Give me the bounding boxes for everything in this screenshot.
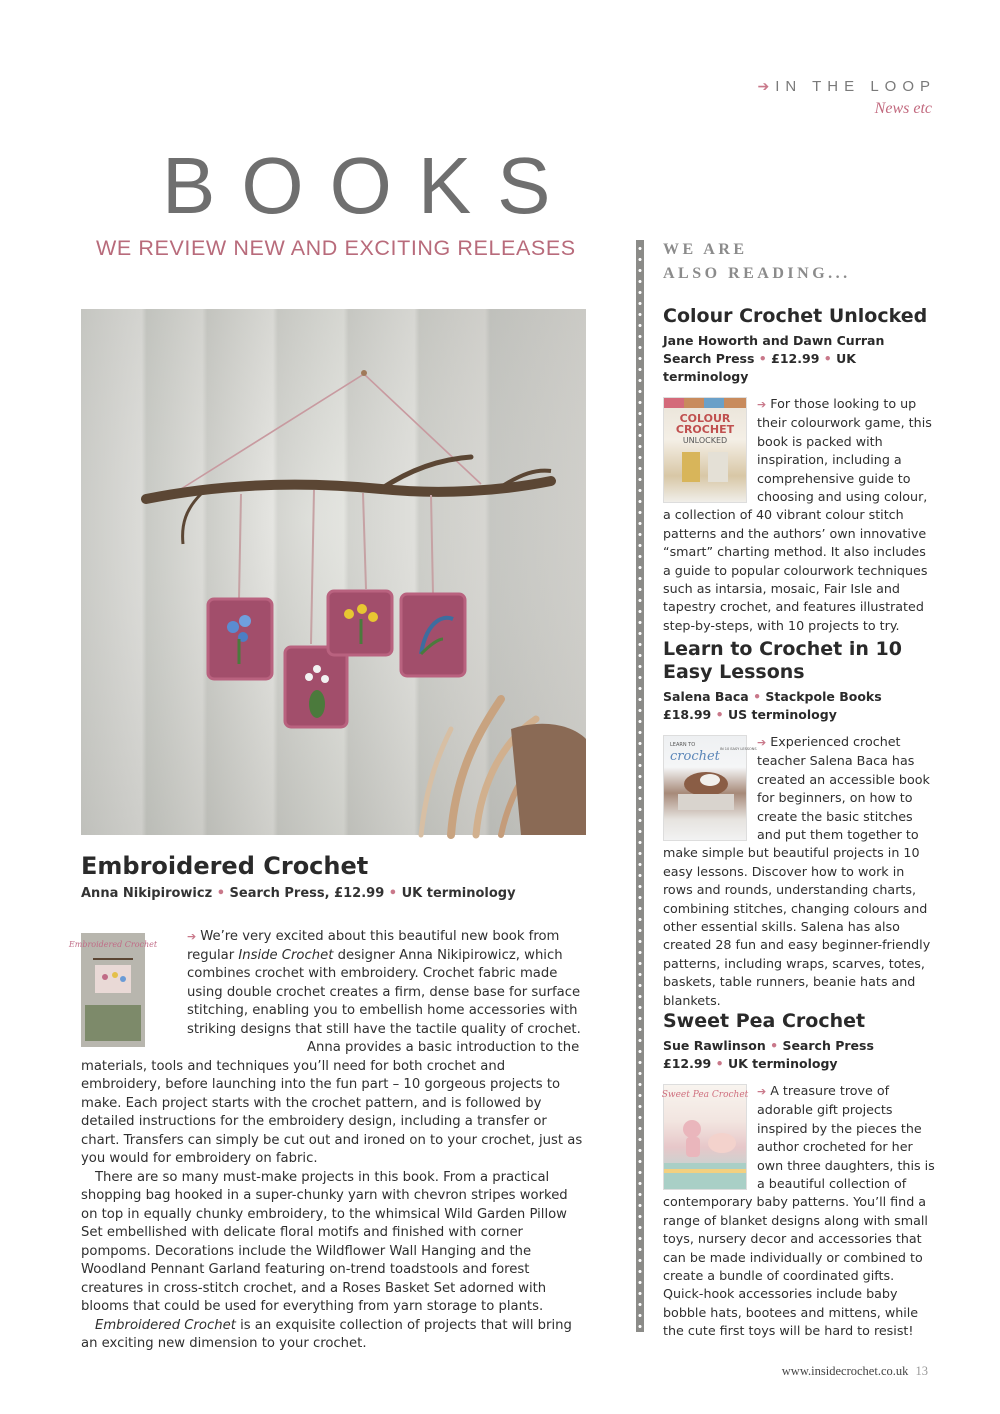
arrow-icon: ➔ xyxy=(757,398,767,411)
paragraph: Embroidered Crochet is an exquisite collection of projects that will bring an exciting new dimension to your crochet. xyxy=(81,1317,572,1351)
article-meta: Anna Nikipirowicz • Search Press, £12.99 • UK terminology xyxy=(81,886,516,901)
book-cover-sweet-pea-crochet xyxy=(663,1084,747,1190)
article-body xyxy=(81,928,586,1354)
book-cover-colour-crochet-unlocked xyxy=(663,397,747,503)
book-meta: Sue Rawlinson • Search Press £12.99 • UK terminology xyxy=(663,1038,874,1071)
svg-text:Sweet Pea Crochet: Sweet Pea Crochet xyxy=(661,1090,749,1100)
book-cover-learn-to-crochet xyxy=(663,735,757,841)
book-title: Colour Crochet Unlocked xyxy=(663,305,928,327)
book-review: LEARN TO crochet IN 10 EASY LESSONS ➔ Experienced crochet teacher Salena Baca has created an accessible book for beginners, on how to create the basic stitches and put them together to make simple but beautiful projects in 10 easy lessons. Discover how to work in rows and rounds, understanding charts, combining stitches, changing colours and other essential skills. Salena has also created 28 fun and easy beginner-friendly patterns, including wraps, scarves, totes, baskets, table runners, beanie hats and blankets. xyxy=(663,734,931,1008)
book-sweet-pea-crochet xyxy=(663,1010,935,1341)
arrow-icon: ➔ xyxy=(187,930,197,943)
paragraph: Anna provides a basic introduction to the materials, tools and techniques you’ll need for both crochet and embroidery, before launching into the fun part – 10 gorgeous projects to make. Each project starts with the crochet pattern, and is followed by detailed instructions for the embroidery design, including a transfer or chart. Transfers can simply be cut out and ironed on to your crochet, just as you would for embroidery on fabric. xyxy=(81,1040,583,1166)
also-reading-heading: WE ARE ALSO READING... xyxy=(663,241,851,282)
book-title: Sweet Pea Crochet xyxy=(663,1010,866,1032)
book-learn-to-crochet xyxy=(663,638,935,1010)
page-title: BOOKS xyxy=(162,141,577,230)
page-footer xyxy=(782,1364,928,1379)
arrow-icon: ➔ xyxy=(757,736,767,749)
book-meta: Salena Baca • Stackpole Books £18.99 • US terminology xyxy=(663,689,882,722)
article-title: Embroidered Crochet xyxy=(81,852,369,880)
paragraph: There are so many must-make projects in this book. From a practical shopping bag hooked in a super-chunky yarn with chevron stripes worked on top in equally chunky embroidery, to the whimsical Wild Garden Pillow Set embellished with delicate floral motifs and finished with corner pompoms. Decorations include the Wildflower Wall Hanging and the Woodland Pennant Garland featuring on-trend toadstools and forest creatures in cross-stitch crochet, and a Roses Basket Set adorned with blooms that could be used for everything from yarn storage to plants. xyxy=(81,1169,568,1314)
arrow-icon: ➔ xyxy=(757,78,770,94)
book-review: COLOUR CROCHET UNLOCKED ➔ For those looking to up their colourwork game, this book is packed with inspiration, including a comprehensive guide to choosing and using colour, a collection of 40 vibrant colour stitch patterns and the authors’ own innovative “smart” charting method. It also includes a guide to popular colourwork techniques such as intarsia, mosaic, Fair Isle and tapestry crochet, and features illustrated step-by-steps, with 10 projects to try. xyxy=(663,396,932,633)
section-subtitle: News etc xyxy=(874,100,932,117)
svg-text:UNLOCKED: UNLOCKED xyxy=(682,436,728,445)
book-meta: Jane Howorth and Dawn Curran Search Press • £12.99 • UK terminology xyxy=(663,333,885,384)
svg-text:crochet: crochet xyxy=(670,749,720,764)
arrow-icon: ➔ xyxy=(757,1085,767,1098)
svg-text:IN 10 EASY LESSONS: IN 10 EASY LESSONS xyxy=(720,747,757,751)
svg-text:CROCHET: CROCHET xyxy=(675,423,735,436)
book-colour-crochet-unlocked xyxy=(663,305,935,635)
svg-text:COLOUR: COLOUR xyxy=(679,412,731,425)
book-review: Sweet Pea Crochet ➔ A treasure trove of adorable gift projects inspired by the pieces the author crocheted for her own three daughters, this is a beautiful collection of contemporary baby patterns. You’ll find a range of blanket designs along with small toys, nursery decor and accessories that can be made individually or combined to create a bundle of coordinated gifts. Quick-hook accessories include baby bobble hats, bootees and mittens, while the cute first toys will be hard to resist! xyxy=(661,1083,935,1339)
section-label: ➔ IN THE LOOP xyxy=(757,78,936,95)
svg-text:LEARN TO: LEARN TO xyxy=(670,742,696,748)
column-divider-dots xyxy=(637,240,643,1332)
wall-hanging-photo xyxy=(81,309,586,835)
page-subtitle: WE REVIEW NEW AND EXCITING RELEASES xyxy=(96,236,576,260)
paragraph: ➔ We’re very excited about this beautiful new book from regular Inside Crochet designer Anna Nikipirowicz, which combines crochet with embroidery. Crochet fabric made using double crochet creates a firm, dense base for surface stitching, enabling you to embellish home accessories with striking designs that still have the tactile quality of crochet. xyxy=(187,929,581,1037)
footer-url: www.insidecrochet.co.uk xyxy=(781,1364,909,1378)
page-number: 13 xyxy=(915,1364,928,1378)
book-title: Learn to Crochet in 10 Easy Lessons xyxy=(663,638,902,683)
cover-title-text: Embroidered Crochet xyxy=(68,940,158,949)
